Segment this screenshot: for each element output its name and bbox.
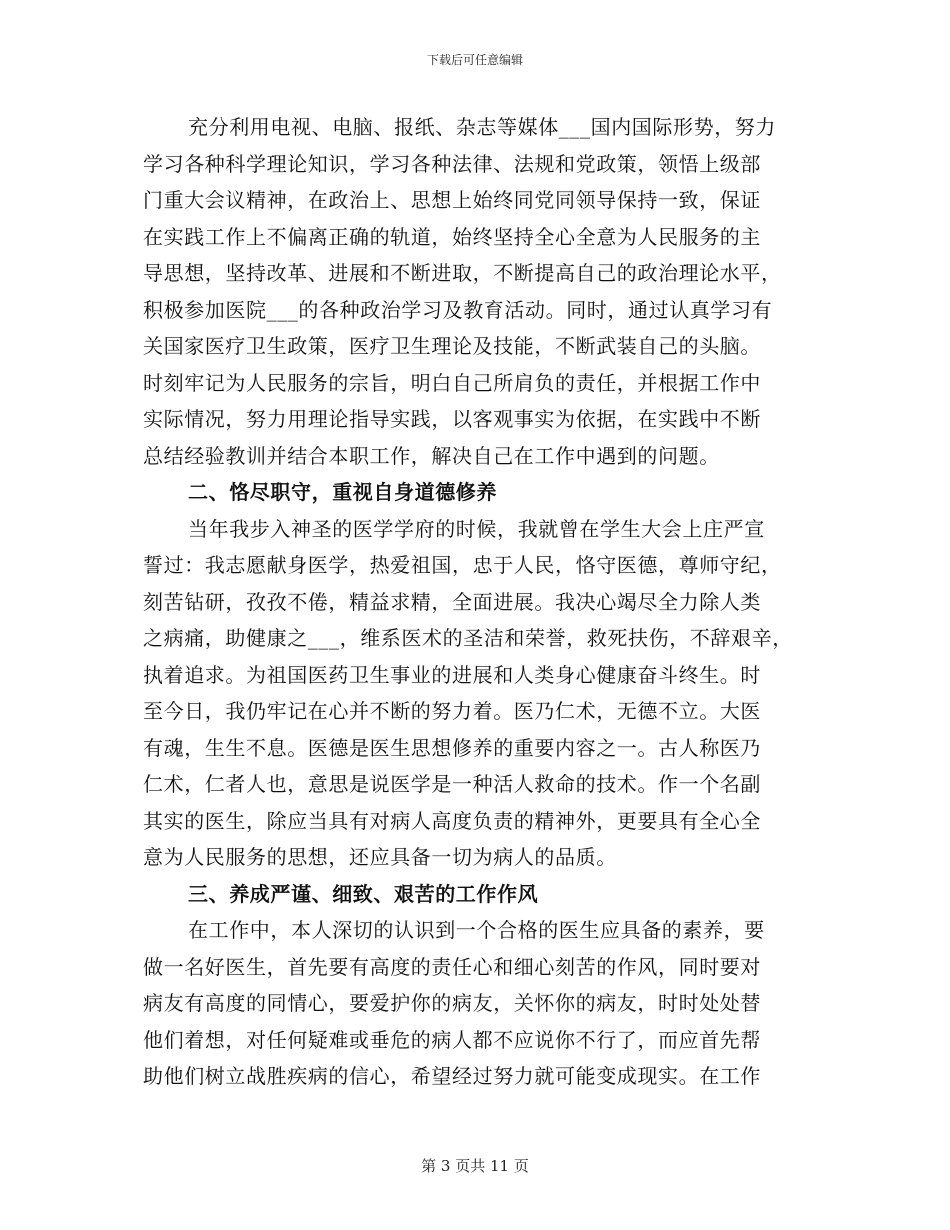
text-line: 之病痛，助健康之___，维系医术的圣洁和荣誉，救死扶伤，不辞艰辛，	[143, 626, 793, 650]
text-line: 至今日，我仍牢记在心并不断的努力着。医乃仁术，无德不立。大医	[143, 699, 761, 723]
text-line: 他们着想，对任何疑难或垂危的病人都不应说你不行了，而应首先帮	[143, 1027, 761, 1052]
text-line: 在工作中，本人深切的认识到一个合格的医生应具备的素养，要	[188, 918, 765, 942]
text-line: 充分利用电视、电脑、报纸、杂志等媒体___国内国际形势，努力	[188, 115, 776, 139]
text-line: 总结经验教训并结合本职工作，解决自己在工作中遇到的问题。	[143, 443, 720, 468]
document-body	[143, 109, 823, 1095]
text-line: 在实践工作上不偏离正确的轨道，始终坚持全心全意为人民服务的主	[143, 224, 761, 249]
page-header: 下载后可任意编辑	[426, 53, 523, 67]
text-line: 执着追求。为祖国医药卫生事业的进展和人类身心健康奋斗终生。时	[143, 662, 761, 687]
text-line: 助他们树立战胜疾病的信心，希望经过努力就可能变成现实。在工作	[143, 1064, 761, 1088]
text-line: 有魂，生生不息。医德是医生思想修养的重要内容之一。古人称医乃	[143, 735, 761, 760]
text-line: 实际情况，努力用理论指导实践，以客观事实为依据，在实践中不断	[143, 407, 761, 431]
text-line: 关国家医疗卫生政策，医疗卫生理论及技能，不断武装自己的头脑。	[143, 334, 761, 358]
text-line: 其实的医生，除应当具有对病人高度负责的精神外，更要具有全心全	[143, 808, 761, 833]
text-line: 当年我步入神圣的医学学府的时候，我就曾在学生大会上庄严宣	[188, 516, 765, 541]
text-line: 刻苦钻研，孜孜不倦，精益求精，全面进展。我决心竭尽全力除人类	[143, 589, 761, 614]
text-line: 意为人民服务的思想，还应具备一切为病人的品质。	[143, 845, 617, 869]
section-heading: 二、恪尽职守，重视自身道德修养	[188, 480, 497, 504]
text-line: 做一名好医生，首先要有高度的责任心和细心刻苦的作风，同时要对	[143, 954, 761, 979]
text-line: 誓过：我志愿献身医学，热爱祖国，忠于人民，恪守医德，尊师守纪，	[143, 553, 782, 577]
section-heading: 三、养成严谨、细致、艰苦的工作作风	[188, 881, 539, 906]
text-line: 导思想，坚持改革、进展和不断进取，不断提高自己的政治理论水平，	[143, 261, 782, 285]
text-line: 仁术，仁者人也，意思是说医学是一种活人救命的技术。作一个名副	[143, 772, 761, 796]
text-line: 积极参加医院___的各种政治学习及教育活动。同时，通过认真学习有	[143, 297, 773, 322]
text-line: 学习各种科学理论知识，学习各种法律、法规和党政策，领悟上级部	[143, 151, 761, 176]
page-footer: 第 3 页共 11 页	[421, 1157, 529, 1175]
text-line: 病友有高度的同情心，要爱护你的病友，关怀你的病友，时时处处替	[143, 991, 761, 1015]
text-line: 时刻牢记为人民服务的宗旨，明白自己所肩负的责任，并根据工作中	[143, 370, 761, 395]
text-line: 门重大会议精神，在政治上、思想上始终同党同领导保持一致，保证	[143, 188, 761, 212]
